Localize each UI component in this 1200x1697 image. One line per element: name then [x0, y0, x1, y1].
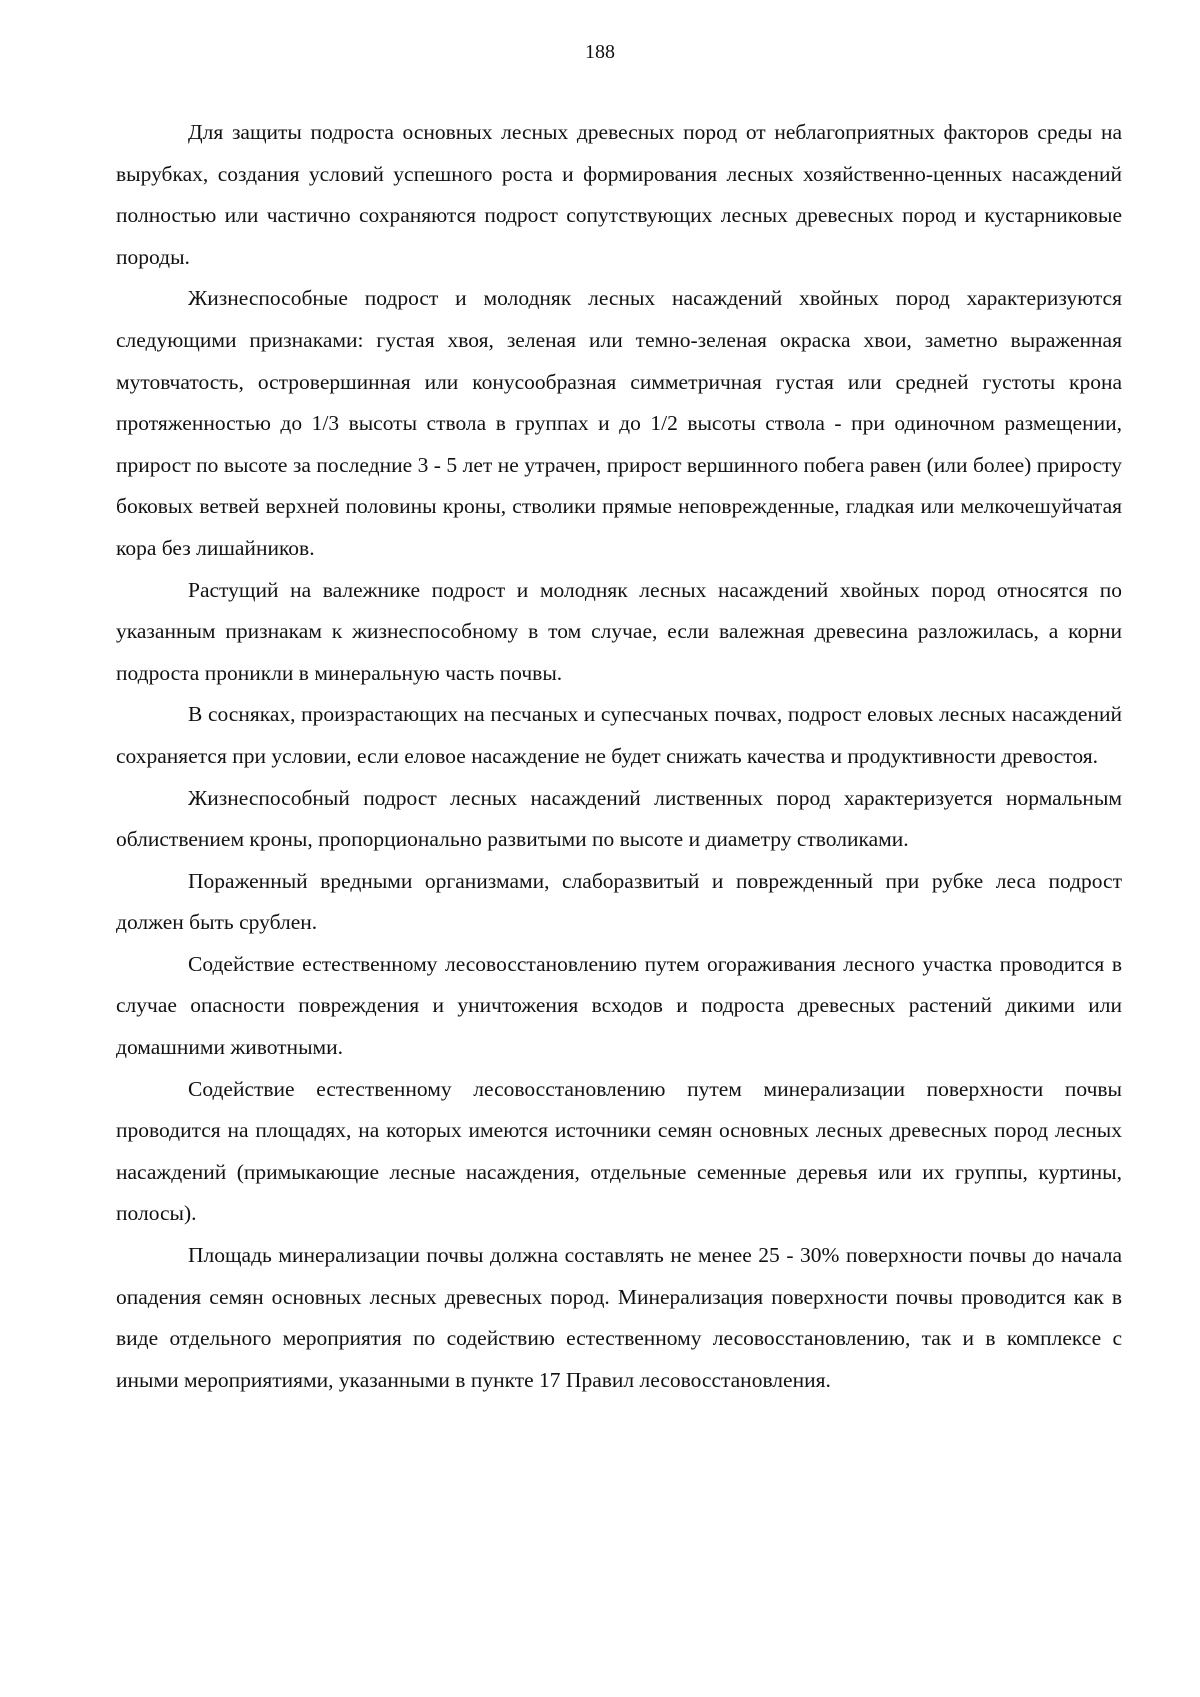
paragraph: Пораженный вредными организмами, слаборазвитый и поврежденный при рубке леса подрост должен быть срублен.: [116, 868, 1122, 935]
paragraph: Жизнеспособные подрост и молодняк лесных насаждений хвойных пород характеризуются следующими признаками: густая хвоя, зеленая или темно-зеленая окраска хвои, заметно выраженная мутовчатость, островершинная или конусообразная симметричная густая или средней густоты крона протяженностью до 1/3 высоты ствола в группах и до 1/2 высоты ствола - при одиночном размещении, прирост по высоте за последние 3 - 5 лет не утрачен, прирост вершинного побега равен (или более) приросту боковых ветвей верхней половины кроны, стволики прямые неповрежденные, гладкая или мелкочешуйчатая кора без лишайников.: [116, 286, 1122, 560]
paragraph: Содействие естественному лесовосстановлению путем минерализации поверхности почвы проводится на площадях, на которых имеются источники семян основных лесных древесных пород лесных насаждений (примыкающие лесные насаждения, отдельные семенные деревья или их группы, куртины, полосы).: [116, 1076, 1122, 1226]
paragraph: Жизнеспособный подрост лесных насаждений лиственных пород характеризуется нормальным облиствением кроны, пропорционально развитыми по высоте и диаметру стволиками.: [116, 785, 1122, 852]
paragraph: Растущий на валежнике подрост и молодняк лесных насаждений хвойных пород относятся по указанным признакам к жизнеспособному в том случае, если валежная древесина разложилась, а корни подроста проникли в минеральную часть почвы.: [116, 577, 1122, 685]
paragraph: В сосняках, произрастающих на песчаных и супесчаных почвах, подрост еловых лесных насаждений сохраняется при условии, если еловое насаждение не будет снижать качества и продуктивности древостоя.: [116, 702, 1122, 768]
page-number: 188: [585, 41, 615, 63]
paragraph: Для защиты подроста основных лесных древесных пород от неблагоприятных факторов среды на вырубках, создания условий успешного роста и формирования лесных хозяйственно-ценных насаждений полностью или частично сохраняются подрост сопутствующих лесных древесных пород и кустарниковые породы.: [116, 120, 1122, 269]
paragraph: Площадь минерализации почвы должна составлять не менее 25 - 30% поверхности почвы до начала опадения семян основных лесных древесных пород. Минерализация поверхности почвы проводится как в виде отдельного мероприятия по содействию естественному лесовосстановлению, так и в комплексе с иными мероприятиями, указанными в пункте 17 Правил лесовосстановления.: [116, 1243, 1122, 1392]
document-body: [116, 112, 1122, 1401]
paragraph: Содействие естественному лесовосстановлению путем огораживания лесного участка проводится в случае опасности повреждения и уничтожения всходов и подроста древесных растений дикими или домашними животными.: [116, 951, 1122, 1060]
